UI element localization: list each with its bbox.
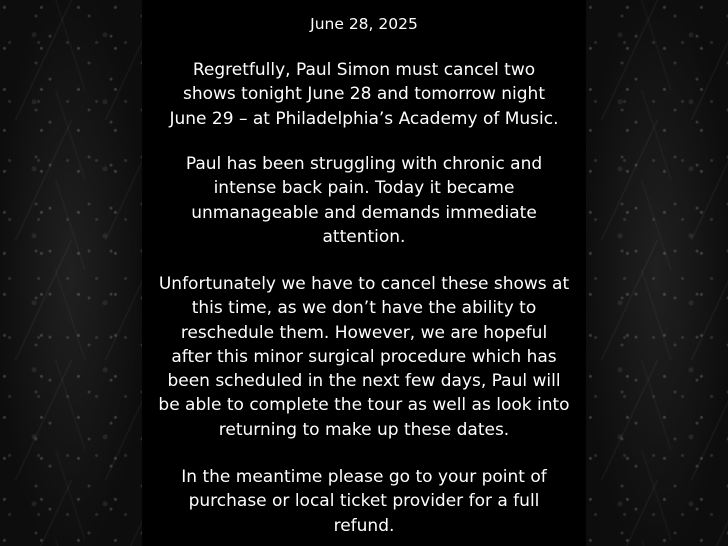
paragraph-line: intense back pain. Today it became	[213, 178, 515, 199]
paragraph-line: this time, as we don’t have the ability to	[191, 298, 537, 319]
paragraph-line: after this minor surgical procedure which has	[171, 346, 557, 367]
paragraph-line: returning to make up these dates.	[218, 419, 510, 440]
left-texture-background	[0, 0, 142, 546]
right-texture-background	[586, 0, 728, 546]
health-paragraph	[154, 152, 574, 249]
paragraph-line: purchase or local ticket provider for a full	[188, 491, 540, 512]
paragraph-line: reschedule them. However, we are hopeful	[180, 322, 548, 343]
paragraph-line: In the meantime please go to your point of	[181, 467, 547, 487]
paragraph-line: June 29 – at Philadelphia’s Academy of Music.	[169, 108, 559, 129]
statement-date: June 28, 2025	[310, 15, 418, 33]
reschedule-paragraph	[154, 272, 574, 442]
paragraph-line: refund.	[333, 515, 395, 536]
cancellation-paragraph	[154, 58, 574, 131]
refund-paragraph	[154, 465, 574, 538]
paragraph-line: Unfortunately we have to cancel these shows at	[158, 274, 570, 294]
paragraph-line: been scheduled in the next few days, Paul will	[167, 371, 561, 392]
paragraph-line: shows tonight June 28 and tomorrow night	[182, 84, 545, 105]
paragraph-line: attention.	[322, 226, 406, 247]
statement-panel	[142, 0, 586, 546]
paragraph-line: unmanageable and demands immediate	[191, 202, 537, 223]
paragraph-line: be able to complete the tour as well as look into	[158, 395, 570, 416]
paragraph-line: Regretfully, Paul Simon must cancel two	[192, 60, 536, 80]
paragraph-line: Paul has been struggling with chronic and	[185, 154, 543, 174]
